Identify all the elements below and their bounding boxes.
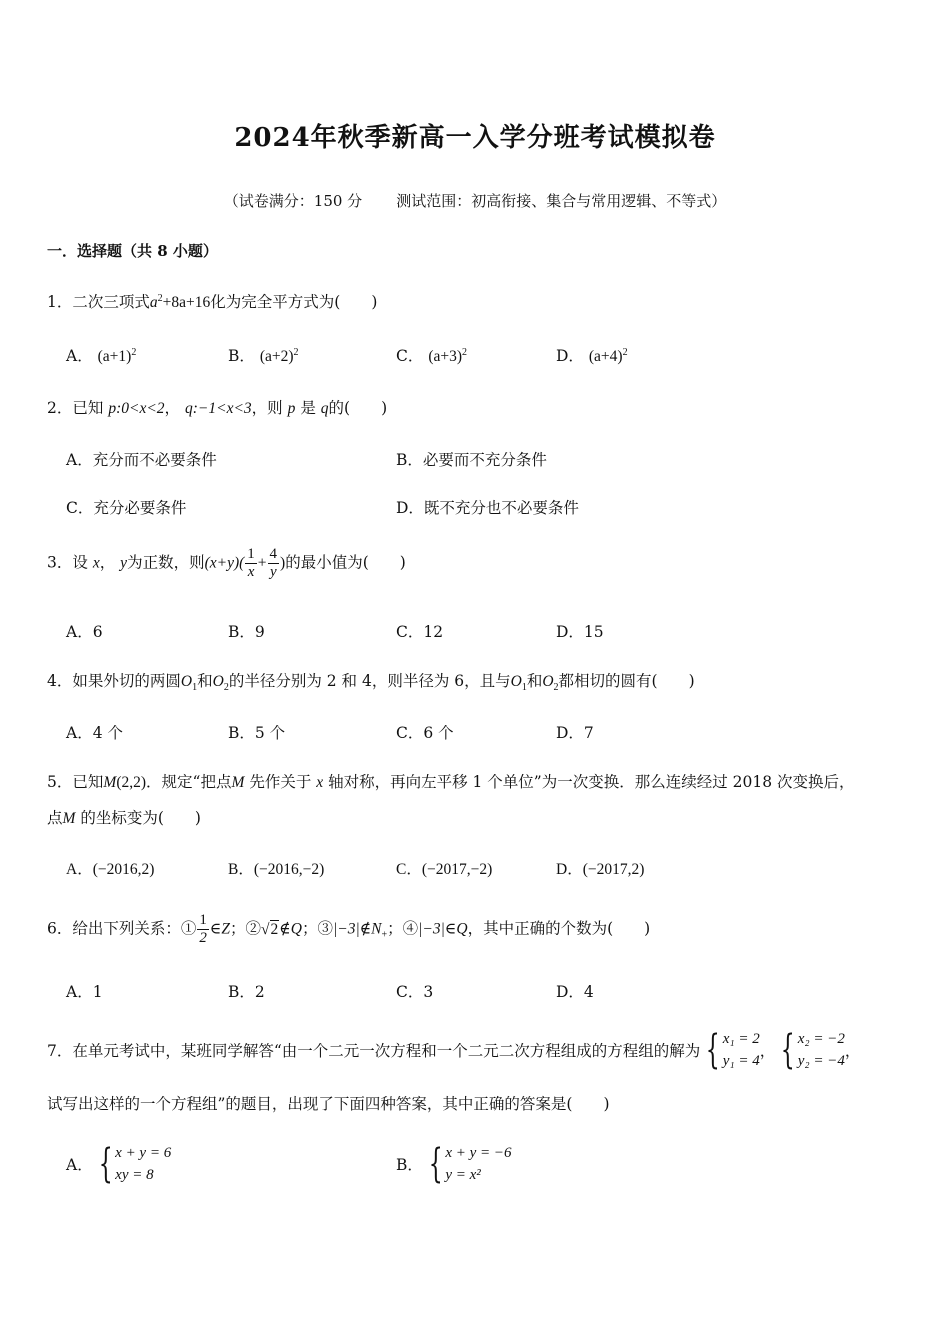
q6-stem-4: ；④ [387,919,419,938]
question-3 [47,546,406,581]
q3-fraction-1-den: x [247,564,255,580]
q3-option-d[interactable]: D．15 [556,623,604,641]
q1-option-d[interactable] [556,344,628,366]
question-5-line-2 [47,806,201,828]
q3-plus: + [257,554,267,572]
q3-number: 3． [47,553,73,572]
q7-comma: ， [759,1042,776,1060]
q1-option-b-label: B． [228,347,255,365]
q6-rel-3: |−3|∉N [332,920,382,938]
question-5 [47,770,855,792]
q1-expr-rest: +8a+16 [162,294,211,311]
q6-option-a[interactable]: A．1 [66,983,103,1001]
q7-option-b-eq2: y = x² [445,1167,481,1183]
q5-option-a[interactable]: A．(−2016,2) [66,861,155,878]
q7-brace-2: { [781,1027,796,1073]
q5-stem-4: 轴对称，再向左平移 1 个单位”为一次变换．那么连续经过 2018 次变换后， [328,773,855,791]
q4-circle-o1b: O [510,673,522,690]
q7-option-a[interactable] [66,1142,171,1186]
q7-option-b-brace: { [428,1141,443,1187]
q6-stem-3: ；③ [301,919,333,938]
q6-option-d[interactable]: D．4 [556,983,594,1001]
q4-stem-3: 都相切的圆有( ) [558,672,695,690]
question-1 [47,290,377,312]
q4-option-c[interactable]: C．6 个 [396,724,454,742]
q3-expr-lhs: (x+y)( [204,554,245,572]
q6-stem-2: ；② [230,919,262,938]
q7-stem-1: 在单元考试中，某班同学解答“由一个二元一次方程和一个二元二次方程组成的方程组的解为 [72,1042,701,1060]
q2-option-c[interactable]: C．充分必要条件 [66,499,187,517]
q5-option-d[interactable]: D．(−2017,2) [556,861,645,878]
q4-and: 和 [197,672,213,690]
q3-rparen: ) [280,554,286,572]
q2-condition-p: p:0<x<2 [108,400,165,417]
q1-option-b-expr: (a+2) [259,348,294,365]
q1-stem-post: 化为完全平方式为( ) [210,293,378,311]
q1-option-a-label: A． [66,347,93,365]
q6-rel-3-sub: + [381,929,388,941]
q6-stem-5: ，其中正确的个数为( ) [467,919,651,938]
q7-solution-1-y: y₁ = 4 [722,1053,760,1069]
q5-stem-3: 先作关于 [249,773,312,791]
q3-option-c[interactable]: C．12 [396,623,444,641]
q4-number: 4． [47,672,73,690]
q7-option-a-label: A． [66,1156,93,1174]
q6-option-c[interactable]: C．3 [396,983,434,1001]
q7-solution-2 [775,1028,845,1072]
q4-option-d[interactable]: D．7 [556,724,594,742]
q4-circle-o1: O [180,673,193,690]
q1-number: 1． [47,293,73,311]
q6-stem-1: 给出下列关系：① [72,919,197,938]
q6-rel-4: |−3|∈Q [418,920,468,938]
q6-fraction [197,912,209,947]
exam-meta [0,190,950,211]
q7-comma-2: ， [844,1042,861,1060]
q4-circle-o2b-sub: 2 [553,682,559,693]
q7-solution-1 [700,1028,759,1072]
q3-fraction-1 [245,546,257,581]
q5-option-b[interactable]: B．(−2016,−2) [228,861,325,878]
q7-option-a-system [93,1142,172,1186]
q3-fraction-2 [268,546,280,581]
q3-var-y: y [120,554,128,572]
q1-option-c-label: C． [396,347,424,365]
q2-is: 是 [300,399,316,417]
q3-fraction-2-den: y [269,564,277,580]
q7-solution-2-x: x₂ = −2 [797,1031,845,1047]
q7-option-b-label: B． [396,1156,423,1174]
q4-option-b[interactable]: B．5 个 [228,724,286,742]
question-2 [47,396,387,418]
q5-point-coord: (2,2) [116,774,147,791]
q7-solution-1-x: x₁ = 2 [722,1031,760,1047]
q2-condition-q: q:−1<x<3 [185,400,252,417]
q7-option-b-system [423,1142,512,1186]
exam-score: （试卷满分：150 分 [223,192,363,210]
q5-point-m-3: M [62,810,76,827]
q1-expr-a: a [149,294,158,311]
q2-stem-pre: 已知 [72,399,104,417]
q4-circle-o1-sub: 1 [192,682,198,693]
q1-option-d-exp: 2 [622,347,628,358]
q3-comma: ， [99,553,116,572]
q3-fraction-2-num: 4 [269,546,278,562]
q3-option-a[interactable]: A．6 [66,623,103,641]
q6-rel-2: ∉Q [279,920,302,938]
q7-option-a-brace: { [98,1141,113,1187]
q6-rel-1: ∈Z [209,920,230,938]
q4-stem-2: 的半径分别为 2 和 4，则半径为 6，且与 [228,672,511,690]
q6-sqrt-radicand: 2 [270,920,279,938]
q5-point-m: M [103,774,117,791]
q5-axis-x: x [316,774,324,791]
question-6 [47,912,650,947]
q2-p: p [287,400,296,417]
q2-separator: ， [164,399,181,417]
q2-stem-post: 的( ) [328,399,388,417]
q5-option-c[interactable]: C．(−2017,−2) [396,861,493,878]
q6-fraction-den: 2 [199,930,207,946]
q4-circle-o2b: O [542,673,554,690]
q1-option-c[interactable] [396,344,467,366]
q6-option-b[interactable]: B．2 [228,983,265,1001]
q7-brace-1: { [706,1027,721,1073]
q3-fraction-1-num: 1 [247,546,255,562]
q6-sqrt: √2 [261,920,279,938]
q5-stem-1: 已知 [72,773,104,791]
q5-line2-b: 的坐标变为( ) [80,809,201,827]
q3-stem-post: 的最小值为( ) [285,553,406,572]
question-7 [47,1028,860,1072]
q1-expr-exp: 2 [157,293,163,304]
q4-stem-1: 如果外切的两圆 [72,672,181,690]
q7-option-b-eq1: x + y = −6 [445,1145,512,1161]
exam-title: 2024年秋季新高一入学分班考试模拟卷 [234,123,716,153]
q1-option-b-exp: 2 [293,347,299,358]
q2-option-a[interactable]: A．充分而不必要条件 [66,451,217,469]
q1-option-c-exp: 2 [462,347,468,358]
q3-var-x: x [92,554,100,572]
q5-stem-2: ．规定“把点 [146,773,232,791]
q1-option-c-expr: (a+3) [428,348,463,365]
q5-point-m-2: M [231,774,245,791]
q3-stem-mid: 为正数，则 [127,553,205,572]
q7-solution-2-y: y₂ = −4 [797,1053,845,1069]
q2-stem-mid: ，则 [251,399,283,417]
q4-and-2: 和 [526,672,543,690]
q2-number: 2． [47,399,73,417]
q4-circle-o2-sub: 2 [223,682,229,693]
q4-circle-o2: O [212,673,224,690]
q7-option-a-eq1: x + y = 6 [115,1145,172,1161]
section-heading: 一．选择题（共 8 小题） [47,242,218,260]
q4-option-a[interactable]: A．4 个 [66,724,123,742]
q1-option-a[interactable] [66,344,136,366]
q6-fraction-num: 1 [199,912,207,928]
q2-q: q [320,400,329,417]
q2-option-d[interactable]: D．既不充分也不必要条件 [396,499,579,517]
q4-circle-o1b-sub: 1 [521,682,527,693]
q7-number: 7． [47,1042,73,1060]
q1-option-a-exp: 2 [131,347,137,358]
q7-option-b[interactable] [396,1142,512,1186]
q1-option-d-label: D． [556,347,584,365]
q1-option-b[interactable] [228,344,299,366]
q1-option-d-expr: (a+4) [588,348,623,365]
q6-number: 6． [47,919,73,938]
q1-option-a-expr: (a+1) [97,348,132,365]
q3-stem-pre: 设 [72,553,88,572]
exam-scope: 测试范围：初高衔接、集合与常用逻辑、不等式） [396,192,727,210]
q1-stem-pre: 二次三项式 [72,293,150,311]
q7-option-a-eq2: xy = 8 [115,1167,154,1183]
question-7-line-2: 试写出这样的一个方程组”的题目，出现了下面四种答案，其中正确的答案是( ) [47,1095,610,1113]
q3-option-b[interactable]: B．9 [228,623,265,641]
question-4 [47,669,695,691]
q2-option-b[interactable]: B．必要而不充分条件 [396,451,547,469]
q5-number: 5． [47,773,73,791]
q5-line2-a: 点 [47,809,63,827]
